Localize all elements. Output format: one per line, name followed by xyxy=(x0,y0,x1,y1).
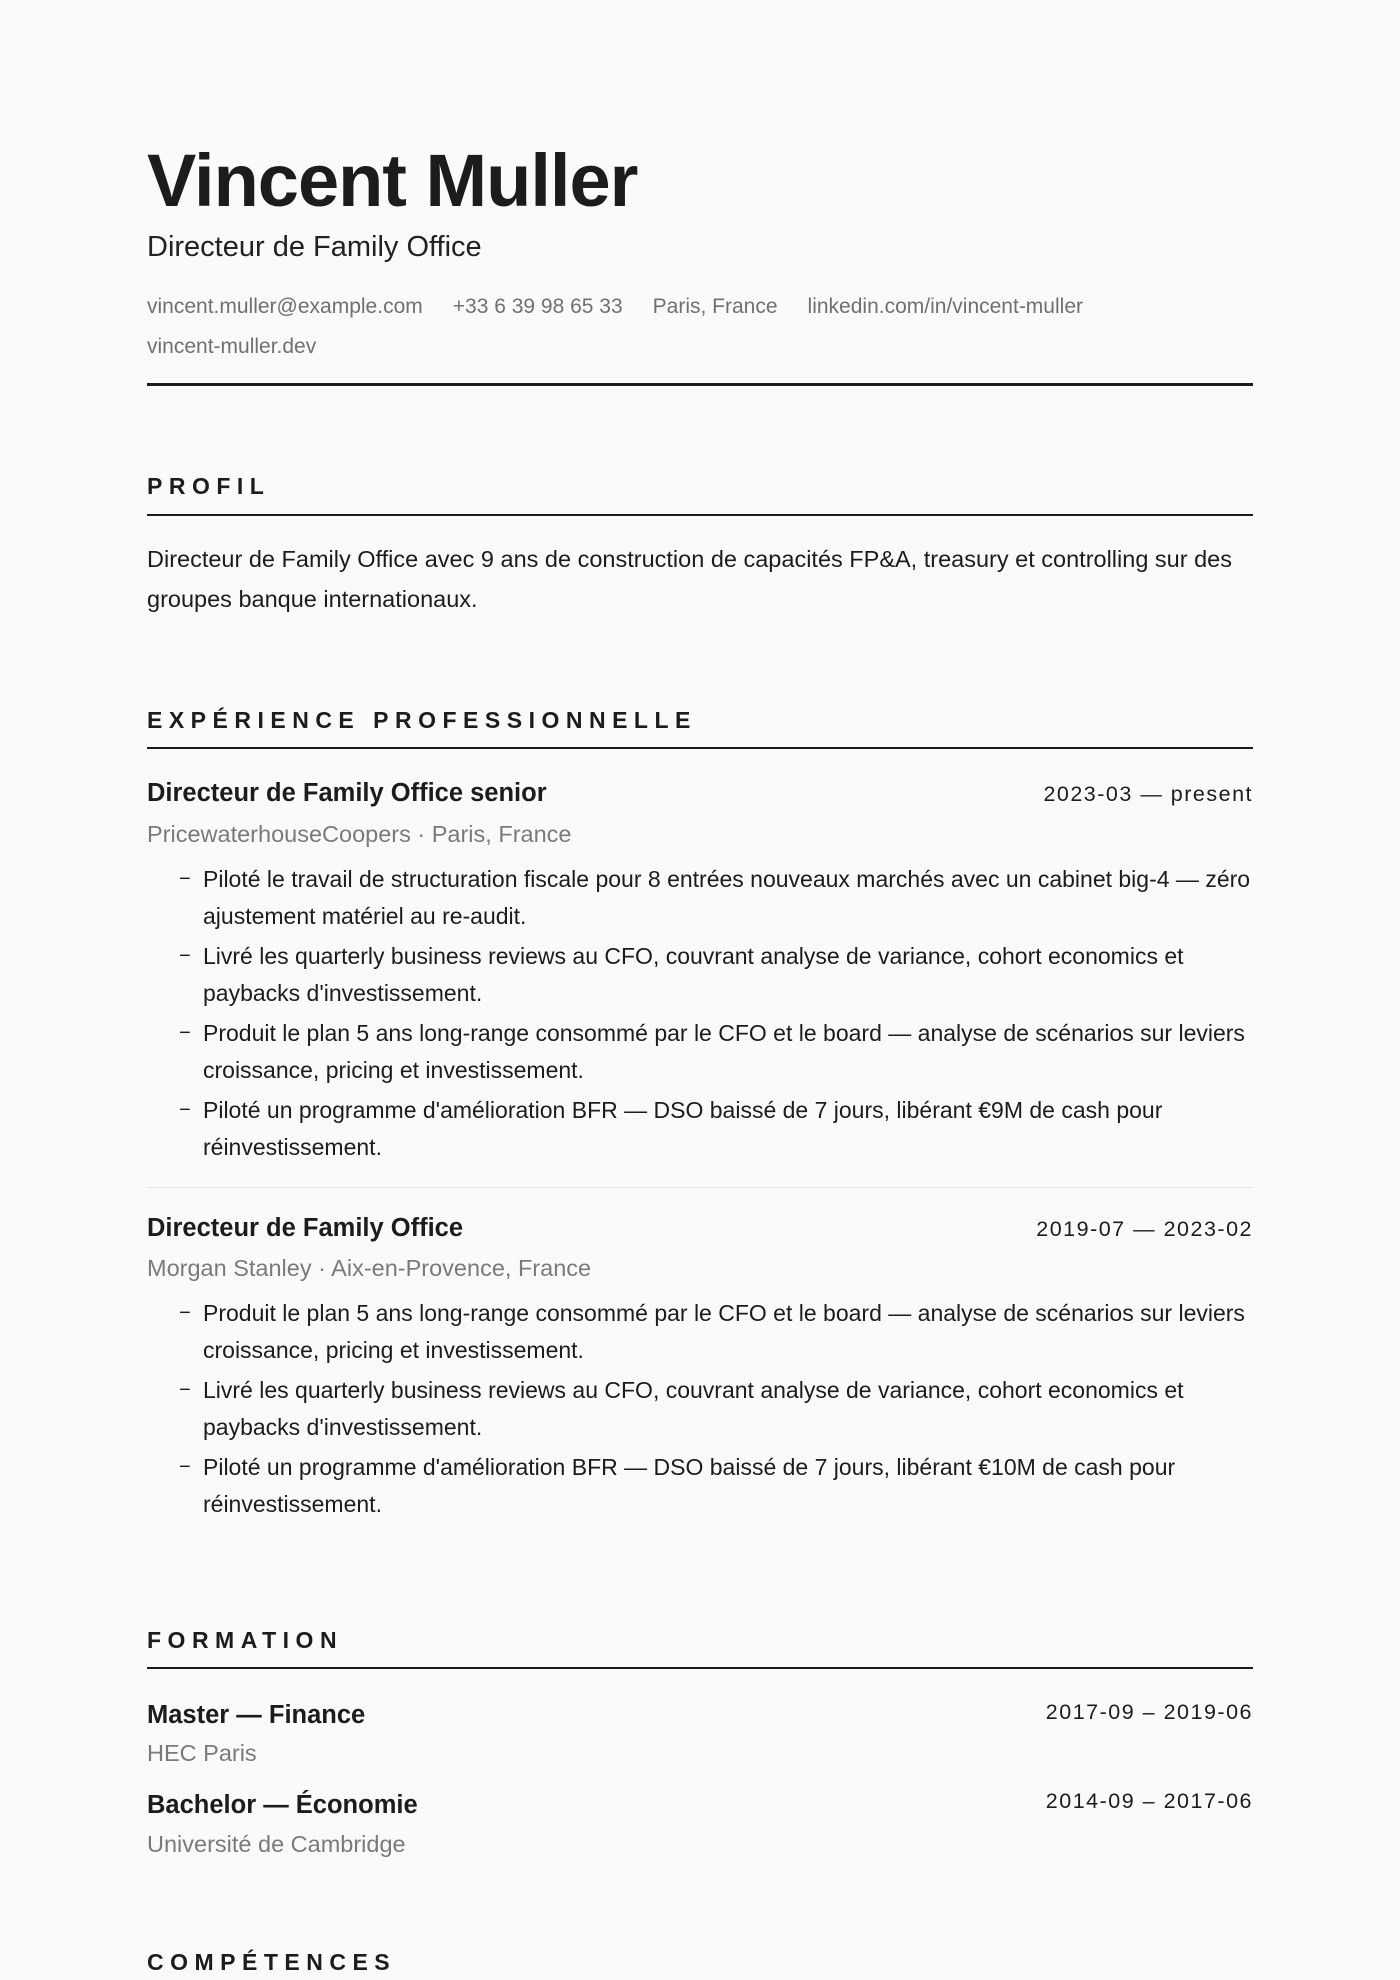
profil-summary: Directeur de Family Office avec 9 ans de construction de capacités FP&A, treasury et controlling sur des groupes banque internationaux. xyxy=(147,546,1232,612)
section-divider-profil xyxy=(147,514,1253,516)
section-divider-formation xyxy=(147,1667,1253,1669)
bullet-dash: − xyxy=(179,1456,191,1478)
section-title-experience: EXPÉRIENCE PROFESSIONNELLE xyxy=(147,707,697,733)
job-bullet: − Produit le plan 5 ans long-range consommé par le CFO et le board — analyse de scénarios sur leviers croissance, pricing et investissement. xyxy=(147,1015,1253,1088)
job-company: Morgan Stanley · Aix-en-Provence, France xyxy=(147,1255,592,1281)
edu-school: HEC Paris xyxy=(147,1740,257,1766)
candidate-name: Vincent Muller xyxy=(147,139,638,222)
header-divider xyxy=(147,383,1253,386)
job-company: PricewaterhouseCoopers · Paris, France xyxy=(147,821,572,847)
contact-email[interactable]: vincent.muller@example.com xyxy=(147,295,423,318)
job-bullet: − Produit le plan 5 ans long-range consommé par le CFO et le board — analyse de scénarios sur leviers croissance, pricing et investissement. xyxy=(147,1295,1253,1368)
bullet-dash: − xyxy=(179,1379,191,1401)
candidate-role: Directeur de Family Office xyxy=(147,231,482,263)
section-divider-experience xyxy=(147,747,1253,749)
contact-location: Paris, France xyxy=(652,295,778,318)
job-title: Directeur de Family Office senior xyxy=(147,779,547,807)
job-dates: 2023-03 — present xyxy=(1043,782,1253,806)
edu-degree: Bachelor — Économie xyxy=(147,1791,418,1819)
job-bullet: − Piloté le travail de structuration fiscale pour 8 entrées nouveaux marchés avec un cabinet big-4 — zéro ajustement matériel au re-audit. xyxy=(147,861,1253,934)
contact-line xyxy=(147,287,1253,367)
job-separator xyxy=(147,1187,1253,1188)
edu-dates: 2017-09 – 2019-06 xyxy=(1045,1700,1253,1724)
contact-website[interactable]: vincent-muller.dev xyxy=(147,335,317,358)
job-title: Directeur de Family Office xyxy=(147,1214,464,1242)
bullet-dash: − xyxy=(179,868,191,890)
bullet-dash: − xyxy=(179,945,191,967)
bullet-dash: − xyxy=(179,1022,191,1044)
job-bullet: − Livré les quarterly business reviews au CFO, couvrant analyse de variance, cohort economics et paybacks d'investissement. xyxy=(147,938,1253,1011)
job-bullets xyxy=(147,861,1253,1169)
edu-degree: Master — Finance xyxy=(147,1701,366,1729)
job-bullet: − Piloté un programme d'amélioration BFR — DSO baissé de 7 jours, libérant €9M de cash pour réinvestissement. xyxy=(147,1092,1253,1165)
section-title-formation: FORMATION xyxy=(147,1627,344,1653)
bullet-dash: − xyxy=(179,1302,191,1324)
job-bullet: − Livré les quarterly business reviews au CFO, couvrant analyse de variance, cohort economics et paybacks d'investissement. xyxy=(147,1372,1253,1445)
job-dates: 2019-07 — 2023-02 xyxy=(1036,1217,1253,1241)
job-bullets xyxy=(147,1295,1253,1526)
bullet-dash: − xyxy=(179,1099,191,1121)
edu-dates: 2014-09 – 2017-06 xyxy=(1045,1789,1253,1813)
contact-phone[interactable]: +33 6 39 98 65 33 xyxy=(452,295,623,318)
contact-linkedin[interactable]: linkedin.com/in/vincent-muller xyxy=(807,295,1083,318)
section-title-profil: PROFIL xyxy=(147,473,271,499)
job-bullet: − Piloté un programme d'amélioration BFR — DSO baissé de 7 jours, libérant €10M de cash pour réinvestissement. xyxy=(147,1449,1253,1522)
edu-school: Université de Cambridge xyxy=(147,1831,406,1857)
section-title-competences: COMPÉTENCES xyxy=(147,1949,397,1975)
